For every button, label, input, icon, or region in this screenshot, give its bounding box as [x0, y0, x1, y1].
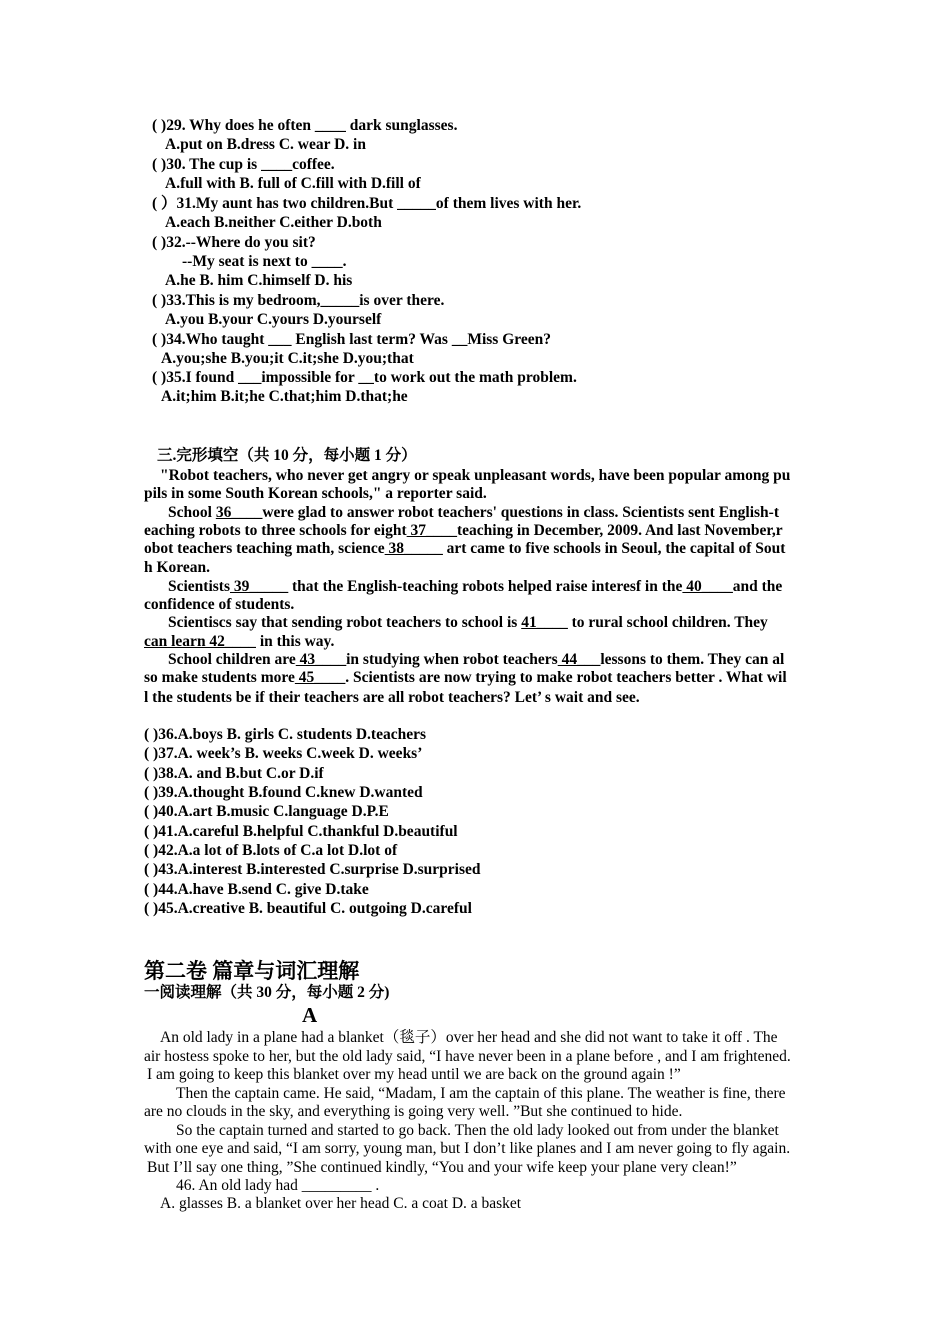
question-29: ( )29. Why does he often ____ dark sunglasses. [152, 117, 458, 134]
cloze-option-41: ( )41.A.careful B.helpful C.thankful D.beautiful [144, 823, 458, 840]
cloze-paragraph-2-line-2 [144, 521, 783, 540]
cloze-paragraph-4 [168, 613, 768, 632]
blank-40: 40____ [682, 578, 733, 595]
passage-line: are no clouds in the sky, and everything is going very well. ”But she continued to hide. [144, 1103, 683, 1120]
cloze-option-44: ( )44.A.have B.send C. give D.take [144, 881, 369, 898]
text-span: School [168, 504, 216, 521]
passage-line: Then the captain came. He said, “Madam, I am the captain of this plane. The weather is fine, there [176, 1085, 786, 1102]
text-span: and the [732, 578, 783, 595]
question-32-options: A.he B. him C.himself D. his [165, 272, 353, 289]
reading-subheading: 一阅读理解（共 30 分，每小题 2 分) [144, 984, 390, 1001]
cloze-paragraph-5-line-3: l the students be if their teachers are all robot teachers? Let’ s wait and see. [144, 689, 640, 706]
text-span: art came to five schools in Seoul, the capital of Sout [442, 540, 786, 557]
blank-42: can learn 42____ [144, 633, 256, 650]
cloze-option-37: ( )37.A. week’s B. weeks C.week D. weeks’ [144, 745, 423, 762]
question-33-options: A.you B.your C.yours D.yourself [165, 311, 382, 328]
section-title: 第二卷 篇章与词汇理解 [144, 959, 360, 983]
blank-41: 41____ [521, 614, 568, 631]
question-46: 46. An old lady had _________ . [176, 1177, 380, 1194]
blank-45: 45____ [294, 669, 346, 686]
passage-line: So the captain turned and started to go back. Then the old lady looked out from under the blanket [176, 1122, 779, 1139]
question-34: ( )34.Who taught ___ English last term? Was __Miss Green? [152, 331, 551, 348]
blank-43: 43____ [295, 651, 347, 668]
text-span: School children are [168, 651, 296, 668]
blank-39: 39_____ [230, 578, 289, 595]
passage-line: I am going to keep this blanket over my head until we are back on the ground again !” [147, 1066, 681, 1083]
passage-line: with one eye and said, “I am sorry, young man, but I don’t like planes and I am never going to fly again. [144, 1140, 791, 1157]
question-31: ( ）31.My aunt has two children.But _____of them lives with her. [152, 195, 582, 212]
text-span: . Scientists are now trying to make robot teachers better . What wil [345, 669, 787, 686]
cloze-paragraph-3 [168, 577, 782, 596]
text-span: Scientists [168, 578, 230, 595]
question-31-options: A.each B.neither C.either D.both [165, 214, 382, 231]
cloze-paragraph-2-line-4: h Korean. [144, 559, 211, 576]
cloze-option-40: ( )40.A.art B.music C.language D.P.E [144, 803, 389, 820]
cloze-paragraph-2-line-3 [144, 539, 785, 558]
question-46-options: A. glasses B. a blanket over her head C. a coat D. a basket [160, 1195, 522, 1212]
cloze-option-45: ( )45.A.creative B. beautiful C. outgoing D.careful [144, 900, 472, 917]
question-34-options: A.you;she B.you;it C.it;she D.you;that [161, 350, 414, 367]
cloze-option-38: ( )38.A. and B.but C.or D.if [144, 765, 324, 782]
cloze-paragraph-5-line-2 [144, 668, 787, 687]
text-span: Scientiscs say that sending robot teachers to school is [168, 614, 522, 631]
blank-44: 44___ [557, 651, 601, 668]
cloze-paragraph-4-line-2 [144, 632, 334, 651]
question-30-options: A.full with B. full of C.fill with D.fill of [165, 175, 421, 192]
passage-line: air hostess spoke to her, but the old lady said, “I have never been in a plane before , and I am frightened. [144, 1048, 791, 1065]
text-span: were glad to answer robot teachers' questions in class. Scientists sent English-t [262, 504, 779, 521]
text-span: obot teachers teaching math, science [144, 540, 385, 557]
cloze-paragraph-1-line-2: pils in some South Korean schools," a reporter said. [144, 485, 487, 502]
cloze-paragraph-1: "Robot teachers, who never get angry or speak unpleasant words, have been popular among pu [160, 467, 791, 484]
cloze-heading: 三.完形填空（共 10 分，每小题 1 分） [157, 447, 417, 464]
text-span: eaching robots to three schools for eight [144, 522, 407, 539]
cloze-paragraph-5 [168, 650, 784, 669]
text-span: teaching in December, 2009. And last November,r [457, 522, 783, 539]
question-32-reply: --My seat is next to ____. [182, 253, 347, 270]
text-span: in this way. [255, 633, 335, 650]
cloze-option-43: ( )43.A.interest B.interested C.surprise D.surprised [144, 861, 481, 878]
blank-37: 37____ [406, 522, 457, 539]
cloze-paragraph-3-line-2: confidence of students. [144, 596, 295, 613]
passage-line: But I’ll say one thing, ”She continued kindly, “You and your wife keep your plane very clean!” [147, 1159, 737, 1176]
question-35: ( )35.I found ___impossible for __to work out the math problem. [152, 369, 577, 386]
question-29-options: A.put on B.dress C. wear D. in [165, 136, 366, 153]
text-span: lessons to them. They can al [600, 651, 785, 668]
question-32: ( )32.--Where do you sit? [152, 234, 316, 251]
text-span: that the English-teaching robots helped raise interesf in the [288, 578, 683, 595]
blank-36: 36____ [215, 504, 263, 521]
text-span: in studying when robot teachers [346, 651, 558, 668]
cloze-option-36: ( )36.A.boys B. girls C. students D.teachers [144, 726, 427, 743]
cloze-option-39: ( )39.A.thought B.found C.knew D.wanted [144, 784, 423, 801]
question-35-options: A.it;him B.it;he C.that;him D.that;he [161, 388, 408, 405]
question-30: ( )30. The cup is ____coffee. [152, 156, 335, 173]
text-span: so make students more [144, 669, 295, 686]
passage-letter: A [302, 1003, 318, 1027]
question-33: ( )33.This is my bedroom,_____is over there. [152, 292, 445, 309]
passage-line: An old lady in a plane had a blanket（毯子）over her head and she did not want to take it off . The [160, 1029, 778, 1046]
cloze-paragraph-2 [168, 503, 779, 522]
blank-38: 38_____ [384, 540, 443, 557]
cloze-option-42: ( )42.A.a lot of B.lots of C.a lot D.lot of [144, 842, 398, 859]
text-span: to rural school children. They [567, 614, 768, 631]
